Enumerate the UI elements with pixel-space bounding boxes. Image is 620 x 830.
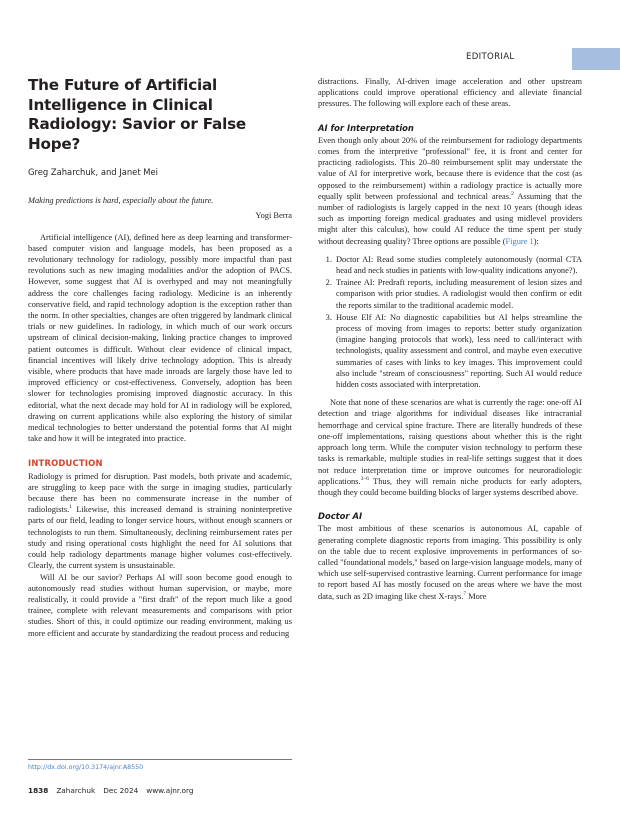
footer-date: Dec 2024 xyxy=(103,786,139,795)
introduction-paragraph-1 xyxy=(28,471,292,572)
option-trainee-ai: 2. Trainee AI: Predraft reports, including measurement of lesion sizes and comparison with prior studies. A radiologist would then confirm or edit the reports similar to the traditional academic model. xyxy=(334,277,582,311)
option-doctor-ai: 1. Doctor AI: Read some studies completely autonomously (normal CTA head and neck studies in patients with low-quality indications anyone?). xyxy=(334,254,582,276)
options-list xyxy=(318,254,582,390)
text-run: Likewise, this increased demand is straining noninterpretive parts of our field, leading to longer service hours, without enough scanners or technologists to run them. Simultaneously, declining reimbursement rates per study and rising operational costs highlight the need for AI solutions that could help radiology departments manage higher volumes cost-effectively. Clearly, the current system is unsustainable. xyxy=(28,505,292,571)
right-column xyxy=(318,76,582,602)
left-column xyxy=(28,76,292,639)
author-list: Greg Zaharchuk, and Janet Mei xyxy=(28,167,158,177)
text-run: Assuming that the number of radiologists is largely capped in the next 10 years (though ideas such as importing foreign medical graduates and using midlevel providers might alter this calculus), how could AI reduce the time spent per study without decreasing quality? Three options are possible ( xyxy=(318,191,582,246)
article-title: The Future of Artificial Intelligence in Clinical Radiology: Savior or False Hope? xyxy=(28,76,247,153)
abstract-paragraph: Artificial intelligence (AI), defined here as deep learning and transformer-based computer vision and language models, has been proposed as a revolutionary technology for radiology, possibly more impactful than past revolutions such as new imaging modalities and/or the adoption of PACS. However, some suggest that AI is overhyped and may not meaningfully address the core challenges facing radiology. Medicine is an inherently conservative field, and rapid technology adoption is the exception rather than the norm. In other specialties, changes are often triggered by landmark clinical trials or new guidelines. In radiology, in which much of our work occurs upstream of clinical decision-making, linking practice changes to improved patient outcomes is difficult. Without clear evidence of clinical impact, financial incentives will likely drive technology adoption. This is already visible, where products that have made inroads are largely those have led to improved efficiency or cost-effectiveness. Conversely, adoption has been slower for technologies promising improved diagnostic accuracy. In this editorial, what the next decade may hold for AI in radiology will be explored, drawing on current applications while also exploring the history of similar medical technologies to better understand the potential forms that AI might take and how it will be integrated into practice. xyxy=(28,232,292,444)
citation-ref[interactable]: 1 xyxy=(69,504,72,511)
epigraph-author: Yogi Berra xyxy=(255,211,292,221)
page-number: 1838 xyxy=(28,786,49,795)
citation-ref[interactable]: 2 xyxy=(511,191,514,198)
section-color-bar xyxy=(572,48,620,70)
doctor-ai-heading: Doctor AI xyxy=(318,511,363,522)
ai-interpretation-heading: AI for Interpretation xyxy=(318,122,414,133)
page-footer xyxy=(28,786,202,795)
text-run: Even though only about 20% of the reimbursement for radiology departments comes from the interpretive "professional" fee, it is front and center for practicing radiologists. This 20–80 reimbursement split may understate the value of AI for interpretive work, because there is evidence that the cost (as opposed to the reimbursement) within a radiology practice is actually more equally split between professional and technical areas. xyxy=(318,135,582,201)
footnote-divider xyxy=(28,759,292,760)
introduction-heading: INTRODUCTION xyxy=(28,458,103,469)
footer-author: Zaharchuk xyxy=(56,786,96,795)
option-house-elf-ai: 3. House Elf AI: No diagnostic capabilities but AI helps streamline the process of moving from images to reports: better study organization (imagine hanging protocols that work), less need to call/interact with technologists, quality assessment and control, and maybe even executive summaries of cases with links to key images. This improvement could also include "stream of consciousness" reporting. Such AI would reduce hidden costs associated with interpretation. xyxy=(334,312,582,390)
citation-ref[interactable]: 3–6 xyxy=(360,475,369,482)
continuation-paragraph: distractions. Finally, AI-driven image acceleration and other upstream applications could improve operational efficiency and alleviate financial pressures. The following will explore each of these areas. xyxy=(318,77,582,109)
citation-ref[interactable]: 7 xyxy=(463,590,467,597)
text-run: More xyxy=(466,591,487,601)
text-run: Note that none of these scenarios are what is currently the rage: one-off AI detection and triage algorithms for individual diseases like intracranial hemorrhage and cervical spine fracture. There are literally hundreds of these one-off implementations, raising questions about whether this is the right approach long term. While the computer vision technology to perform these tasks is remarkable, multiple studies in real-life settings suggest that it does not reduce interpretation time or improve outcomes for neuroradiologic applications. xyxy=(318,398,582,486)
ai-interpretation-paragraph-2 xyxy=(318,397,582,498)
text-run: Thus, they will remain niche products for early adopters, though they could become building blocks of larger systems described above. xyxy=(318,476,582,497)
footer-site[interactable]: www.ajnr.org xyxy=(146,786,194,795)
figure-1-link[interactable]: Figure 1 xyxy=(505,236,534,246)
introduction-paragraph-2: Will AI be our savior? Perhaps AI will soon become good enough to autonomously read studies without human supervision, or maybe, more realistically, it could provide a "first draft" of the report much like a good trainee, complete with relevant measurements and comparisons with prior studies. Short of this, it could optimize our reading environment, making us more efficient and accurate by standardizing the readout process and reducing xyxy=(28,572,292,638)
text-run: The most ambitious of these scenarios is autonomous AI, capable of generating complete diagnostic reports from imaging. This possibility is only on the table due to recent explosive improvements in performances of so-called "foundational models," based on large-vision language models, many of which use self-supervised contrastive learning. Current performance for image to report based AI has mostly focused on the areas where we have the most data, such as 2D imaging like chest X-rays. xyxy=(318,524,582,601)
text-run: Radiology is primed for disruption. Past models, both private and academic, are struggling to keep pace with the surge in imaging studies, particularly because there has been no commensurate increase in the number of radiologists. xyxy=(28,471,292,515)
epigraph-quote: Making predictions is hard, especially about the future. xyxy=(28,196,214,206)
ai-interpretation-paragraph-1 xyxy=(318,135,582,247)
text-run: ): xyxy=(533,236,539,246)
section-label: EDITORIAL xyxy=(466,52,515,62)
doi-link[interactable]: http://dx.doi.org/10.3174/ajnr.A8550 xyxy=(28,764,144,771)
doctor-ai-paragraph-1 xyxy=(318,523,582,601)
